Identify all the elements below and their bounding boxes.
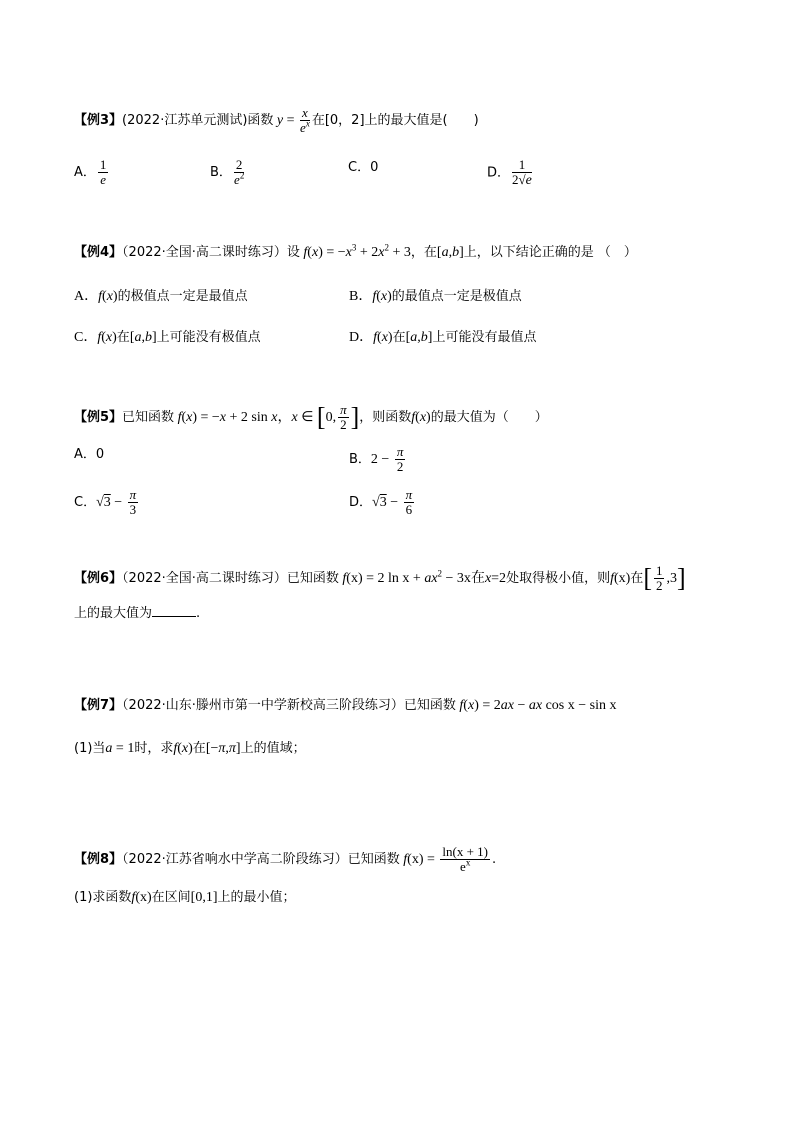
example-3-option-b: B． $\frac{2}{e^2}$	[210, 157, 245, 187]
example-4-option-d: D．f(x)在[a,b]上可能没有最值点	[349, 330, 537, 345]
answer-blank[interactable]	[152, 602, 196, 617]
example-5-option-d: D．√3 − $\frac{\pi}{6}$	[349, 487, 413, 517]
example-8-label: 【例8】	[74, 852, 123, 867]
example-5-option-c: C．√3 − $\frac{\pi}{3}$	[74, 487, 137, 517]
example-4-label: 【例4】	[74, 245, 123, 260]
example-3-option-a: A． $\frac{1}{e}$	[74, 157, 107, 187]
example-4-option-b: B．f(x)的最值点一定是极值点	[349, 289, 522, 304]
example-6-label: 【例6】	[74, 571, 123, 586]
example-3-text-b: 在[0，2]上的最大值是( )	[311, 113, 479, 128]
example-4-option-c: C．f(x)在[a,b]上可能没有极值点	[74, 330, 261, 345]
example-7-question-1: (1)当a = 1时，求f(x)在[−π,π]上的值域；	[74, 741, 306, 756]
example-5-stem: 【例5】已知函数 f(x) = −x + 2 sin x，x ∈ [0, $\frac{\pi}{2}$ ]，则函数f(x)的最大值为（ ）	[74, 402, 548, 432]
example-7-label: 【例7】	[74, 698, 123, 713]
example-3-stem: 【例3】(2022·江苏单元测试)函数 y = $\frac{x}{e^x}$ 在[0，2]上的最大值是( )	[74, 105, 479, 135]
example-3-option-c: C．0	[348, 160, 379, 175]
example-6-line-2: 上的最大值为 .	[74, 602, 200, 624]
example-3-text-a: (2022·江苏单元测试)函数	[122, 113, 274, 128]
example-3-label: 【例3】	[74, 113, 123, 128]
example-8-question-1: (1)求函数f(x)在区间[0,1]上的最小值；	[74, 890, 296, 905]
example-8-stem: 【例8】（2022·江苏省响水中学高二阶段练习）已知函数 f(x) = $\frac{\ln(x + 1)}{e^x}$ .	[74, 844, 497, 874]
example-5-label: 【例5】	[74, 410, 123, 425]
example-3-option-d: D． $\frac{1}{2√e}$	[487, 157, 532, 188]
example-6-stem: 【例6】（2022·全国·高二课时练习）已知函数 f(x) = 2 $\ln x + ax^2 - 3x$在x=2处取得极小值，则f(x)在[ $\frac{1}{2}$ ,3]	[74, 563, 686, 593]
fraction-x-over-ex: $\frac{x}{e^x}$	[300, 105, 310, 135]
example-4-stem: 【例4】（2022·全国·高二课时练习）设 $f(x) = -x^3 + 2x^2 + 3$，在[a,b]上，以下结论正确的是 （ ）	[74, 242, 637, 260]
example-5-option-b: B．2 − $\frac{\pi}{2}$	[349, 444, 404, 474]
example-4-option-a: A．f(x)的极值点一定是最值点	[74, 289, 248, 304]
example-5-option-a: A．0	[74, 447, 105, 462]
example-7-stem: 【例7】（2022·山东·滕州市第一中学新校高三阶段练习）已知函数 f(x) = 2ax − ax cos x − sin x	[74, 698, 617, 713]
